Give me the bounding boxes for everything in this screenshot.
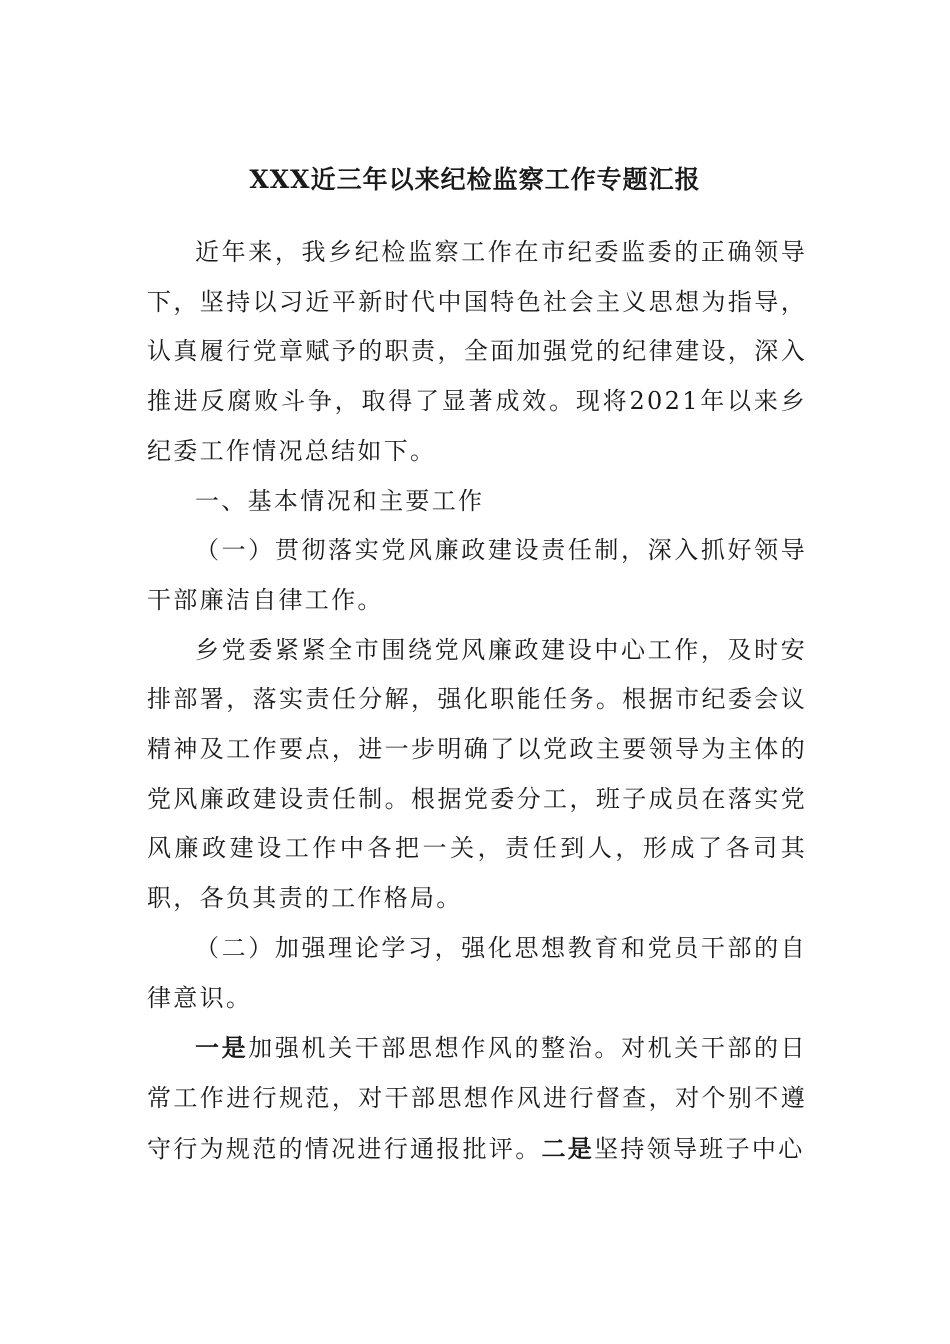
- subsection-heading-1: （一）贯彻落实党风廉政建设责任制，深入抓好领导干部廉洁自律工作。: [147, 536, 807, 614]
- document-title: XXX近三年以来纪检监察工作专题汇报: [249, 165, 701, 194]
- measure-text-first: 加强机关干部思想作风的整治。对机关干部的日常工作进行规范，对干部思想作风进行督查，对个别不遵守行为规范的情况进行通报批评。: [147, 1034, 807, 1163]
- bold-marker-first: 一是: [195, 1033, 249, 1063]
- paragraph-intro: 近年来，我乡纪检监察工作在市纪委监委的正确领导下，坚持以习近平新时代中国特色社会主义思想为指导，认真履行党章赋予的职责，全面加强党的纪律建设，深入推进反腐败斗争，取得了显著成效。现将2021年以来乡纪委工作情况总结如下。: [147, 238, 807, 465]
- measure-text-second: 坚持领导班子中心: [594, 1134, 805, 1163]
- subsection-heading-2: （二）加强理论学习，强化思想教育和党员干部的自律意识。: [147, 933, 807, 1012]
- paragraph-measures: [147, 1023, 807, 1174]
- document-body: [147, 228, 807, 1174]
- paragraph-responsibility: 乡党委紧紧全市围绕党风廉政建设中心工作，及时安排部署，落实责任分解，强化职能任务。根据市纪委会议精神及工作要点，进一步明确了以党政主要领导为主体的党风廉政建设责任制。根据党委分工，班子成员在落实党风廉政建设工作中各把一关，责任到人，形成了各司其职，各负其责的工作格局。: [147, 635, 807, 913]
- section-heading-1: 一、基本情况和主要工作: [195, 486, 485, 515]
- bold-marker-second: 二是: [541, 1133, 595, 1163]
